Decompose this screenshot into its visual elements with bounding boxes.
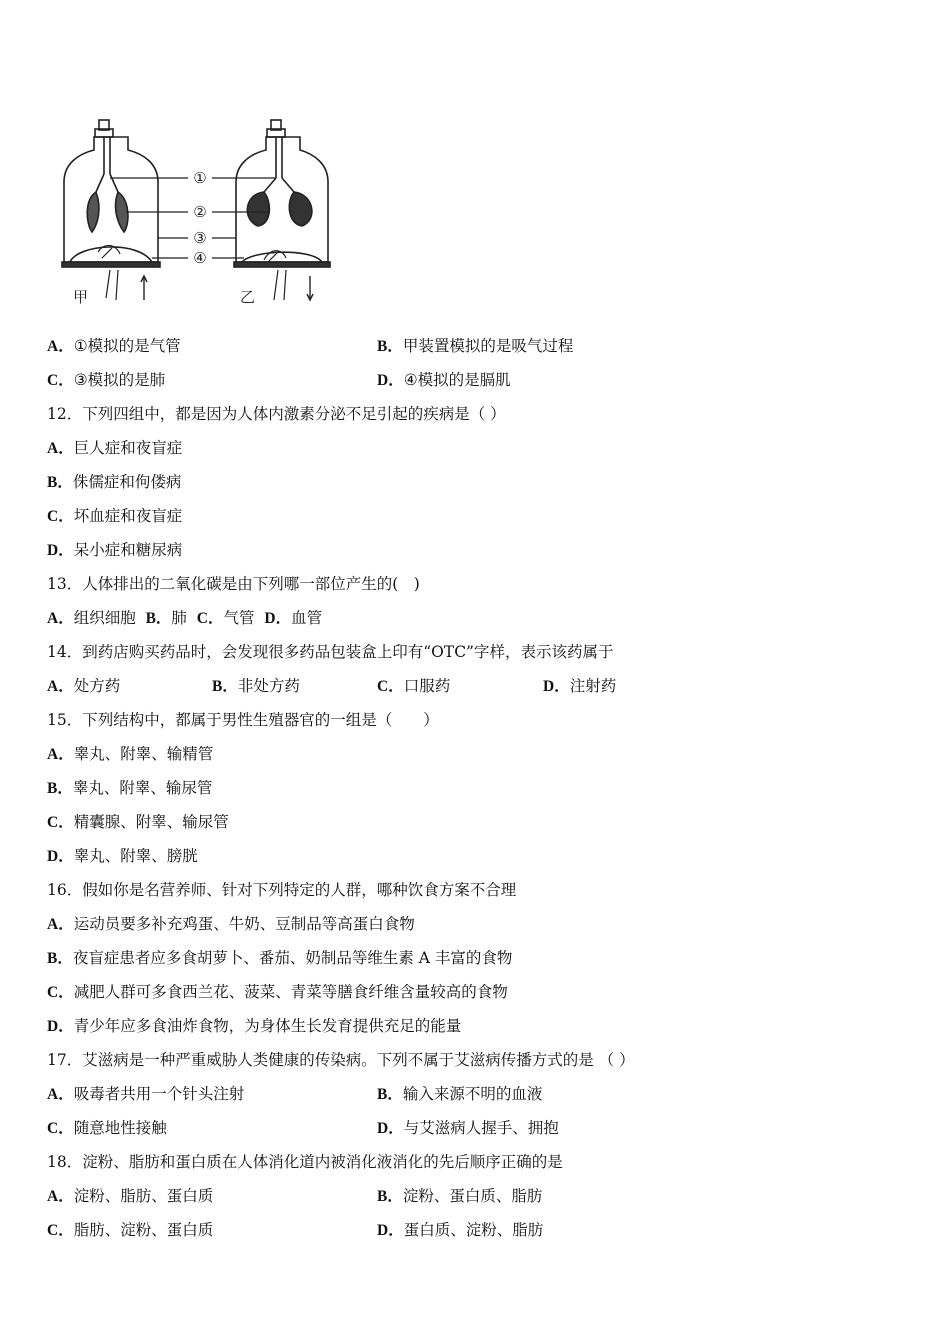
q16-option-d: D．青少年应多食油炸食物，为身体生长发育提供充足的能量 [47, 1017, 462, 1035]
q14-option-a: A．处方药 [47, 677, 121, 695]
jar-right [234, 120, 330, 300]
q18-option-c: C．脂肪、淀粉、蛋白质 [47, 1221, 214, 1239]
q15-option-d: D．睾丸、附睾、膀胱 [47, 847, 198, 865]
q12-option-c: C．坏血症和夜盲症 [47, 507, 183, 525]
q11-option-c: C．③模拟的是肺 [47, 371, 166, 389]
q11-option-a: A．①模拟的是气管 [47, 337, 181, 355]
marker-1: ① [193, 169, 207, 187]
q12-option-d: D．呆小症和糖尿病 [47, 541, 183, 559]
q17-option-d: D．与艾滋病人握手、拥抱 [377, 1119, 559, 1137]
jar-left [62, 120, 160, 300]
q11-option-b: B．甲装置模拟的是吸气过程 [377, 337, 574, 355]
q13-stem: 13．人体排出的二氧化碳是由下列哪一部位产生的( ) [47, 575, 420, 593]
q14-option-c: C．口服药 [377, 677, 451, 695]
q12-option-b: B．侏儒症和佝偻病 [47, 473, 182, 491]
q15-option-c: C．精囊腺、附睾、输尿管 [47, 813, 229, 831]
q12-option-a: A．巨人症和夜盲症 [47, 439, 183, 457]
q14-option-b: B．非处方药 [212, 677, 300, 695]
q16-stem: 16．假如你是名营养师、针对下列特定的人群，哪种饮食方案不合理 [47, 881, 517, 899]
q13-options: A．组织细胞 B．肺 C．气管 D．血管 [47, 609, 323, 627]
q18-option-a: A．淀粉、脂肪、蛋白质 [47, 1187, 214, 1205]
q16-option-b: B．夜盲症患者应多食胡萝卜、番茄、奶制品等维生素 A 丰富的食物 [47, 949, 513, 967]
q18-option-b: B．淀粉、蛋白质、脂肪 [377, 1187, 543, 1205]
q18-option-d: D．蛋白质、淀粉、脂肪 [377, 1221, 544, 1239]
q12-stem: 12．下列四组中，都是因为人体内激素分泌不足引起的疾病是（ ） [47, 405, 506, 423]
q16-option-c: C．减肥人群可多食西兰花、菠菜、青菜等膳食纤维含量较高的食物 [47, 983, 508, 1001]
marker-3: ③ [193, 229, 207, 247]
q17-option-a: A．吸毒者共用一个针头注射 [47, 1085, 245, 1103]
q15-stem: 15．下列结构中，都属于男性生殖器官的一组是（ ） [47, 711, 439, 729]
marker-2: ② [193, 203, 207, 221]
q14-stem: 14．到药店购买药品时，会发现很多药品包装盒上印有“OTC”字样，表示该药属于 [47, 643, 614, 661]
figure-label-left: 甲 [73, 288, 89, 306]
q17-option-b: B．输入来源不明的血液 [377, 1085, 543, 1103]
q11-option-d: D．④模拟的是膈肌 [377, 371, 511, 389]
marker-4: ④ [193, 249, 207, 267]
figure-label-right: 乙 [240, 288, 256, 306]
bell-jar-lung-model-figure [58, 112, 348, 312]
q18-stem: 18．淀粉、脂肪和蛋白质在人体消化道内被消化液消化的先后顺序正确的是 [47, 1153, 563, 1171]
q15-option-b: B．睾丸、附睾、输尿管 [47, 779, 213, 797]
q17-option-c: C．随意地性接触 [47, 1119, 167, 1137]
q14-option-d: D．注射药 [543, 677, 617, 695]
q15-option-a: A．睾丸、附睾、输精管 [47, 745, 214, 763]
q16-option-a: A．运动员要多补充鸡蛋、牛奶、豆制品等高蛋白食物 [47, 915, 415, 933]
q17-stem: 17．艾滋病是一种严重威胁人类健康的传染病。下列不属于艾滋病传播方式的是 （ ） [47, 1051, 635, 1069]
